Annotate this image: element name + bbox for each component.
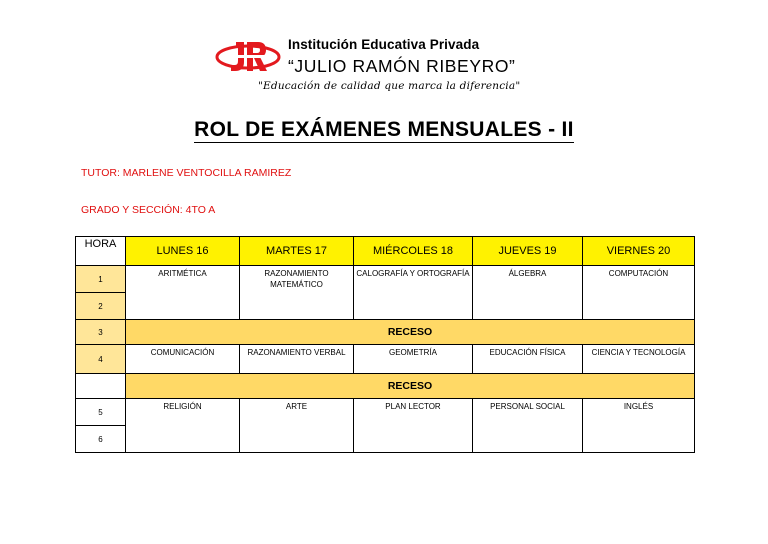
subject-cell: ARTE — [240, 399, 354, 453]
school-motto: "Educación de calidad que marca la diferencia" — [258, 80, 521, 92]
school-logo-icon — [214, 38, 282, 76]
exam-schedule-table — [75, 236, 695, 453]
subject-cell: PLAN LECTOR — [354, 399, 473, 453]
subject-cell: COMUNICACIÓN — [126, 345, 240, 374]
school-name: “JULIO RAMÓN RIBEYRO” — [288, 56, 516, 76]
table-header-row — [76, 237, 695, 266]
subject-cell: RAZONAMIENTO MATEMÁTICO — [240, 266, 354, 320]
subject-cell: CIENCIA Y TECNOLOGÍA — [583, 345, 695, 374]
hour-cell: 6 — [76, 426, 126, 453]
hora-header: HORA — [76, 237, 126, 266]
institution-label: Institución Educativa Privada — [288, 37, 480, 52]
subject-cell: ARITMÉTICA — [126, 266, 240, 320]
hour-cell: 2 — [76, 293, 126, 320]
table-row — [76, 266, 695, 293]
recess-row — [76, 374, 695, 399]
day-header-mon: LUNES 16 — [126, 237, 240, 266]
subject-cell: CALOGRAFÍA Y ORTOGRAFÍA — [354, 266, 473, 320]
hour-cell: 1 — [76, 266, 126, 293]
subject-cell: PERSONAL SOCIAL — [473, 399, 583, 453]
day-header-fri: VIERNES 20 — [583, 237, 695, 266]
grade-section-label: GRADO Y SECCIÓN: 4TO A — [81, 204, 216, 216]
subject-cell: RELIGIÓN — [126, 399, 240, 453]
day-header-wed: MIÉRCOLES 18 — [354, 237, 473, 266]
subject-cell: EDUCACIÓN FÍSICA — [473, 345, 583, 374]
hour-cell — [76, 374, 126, 399]
school-header — [0, 0, 768, 110]
recess-row — [76, 320, 695, 345]
tutor-label: TUTOR: MARLENE VENTOCILLA RAMIREZ — [81, 167, 292, 179]
hour-cell: 5 — [76, 399, 126, 426]
subject-cell: GEOMETRÍA — [354, 345, 473, 374]
hour-cell: 4 — [76, 345, 126, 374]
subject-cell: COMPUTACIÓN — [583, 266, 695, 320]
subject-cell: RAZONAMIENTO VERBAL — [240, 345, 354, 374]
hour-cell: 3 — [76, 320, 126, 345]
subject-cell: ÁLGEBRA — [473, 266, 583, 320]
subject-cell: INGLÉS — [583, 399, 695, 453]
document-title-text: ROL DE EXÁMENES MENSUALES - II — [194, 118, 574, 141]
recess-cell: RECESO — [126, 320, 695, 345]
document-title — [0, 118, 768, 142]
recess-cell: RECESO — [126, 374, 695, 399]
day-header-tue: MARTES 17 — [240, 237, 354, 266]
day-header-thu: JUEVES 19 — [473, 237, 583, 266]
